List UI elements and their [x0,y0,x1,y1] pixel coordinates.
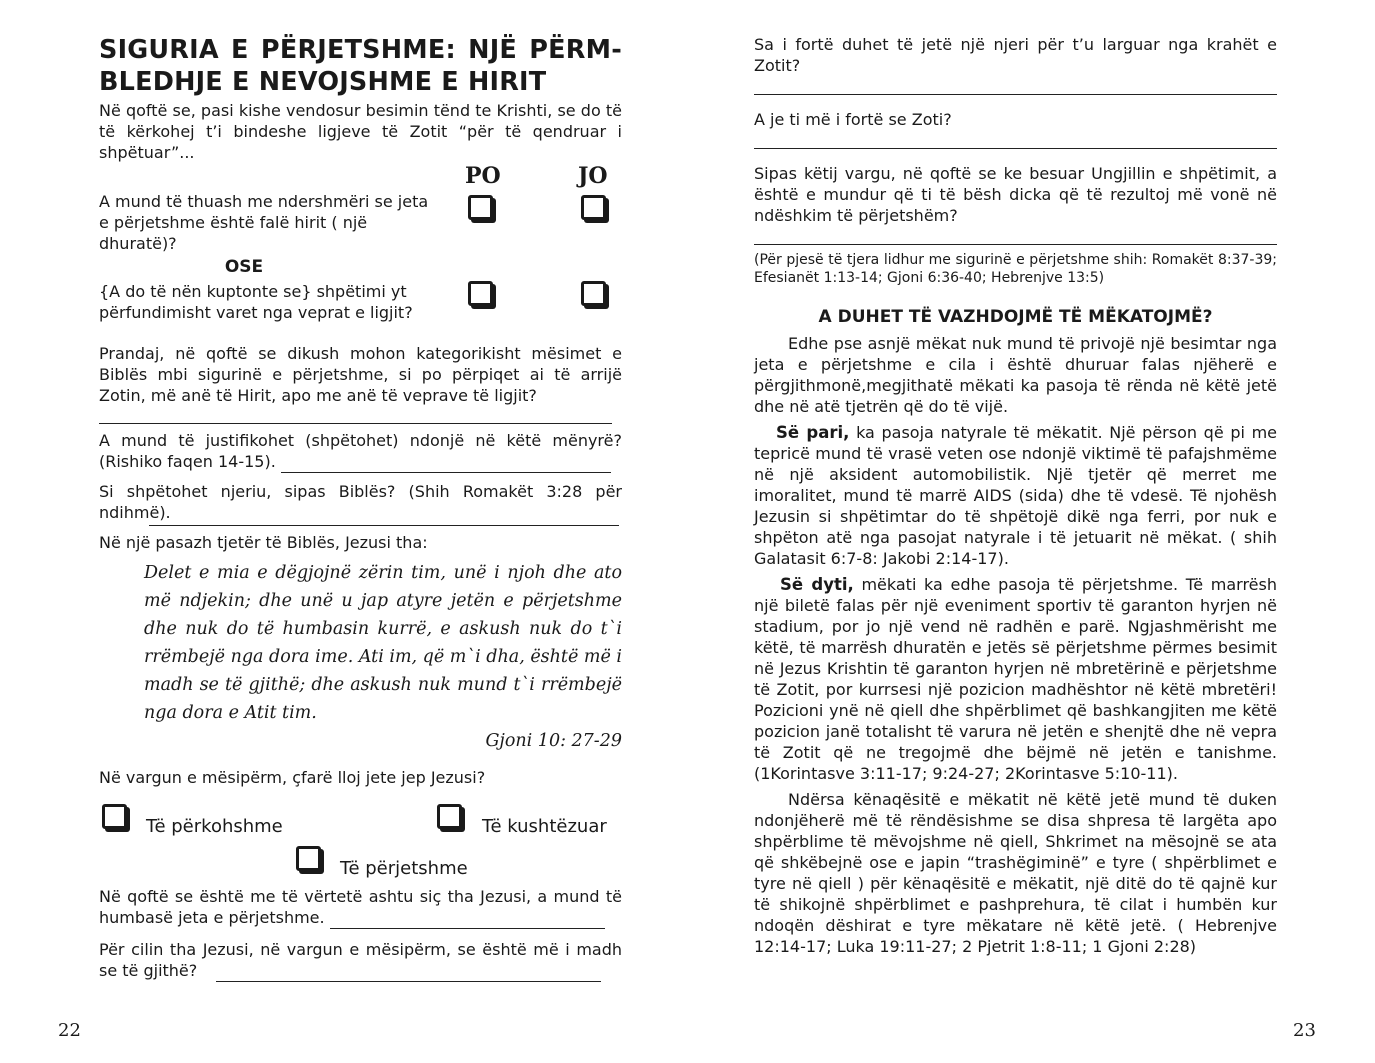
scripture-reference: Gjoni 10: 27-29 [485,731,622,751]
no-header: JO [578,163,608,189]
answer-line-7[interactable] [754,148,1277,149]
answer-line-1[interactable] [99,423,612,424]
question-saved: Si shpëtohet njeriu, sipas Biblës? (Shih Romakët 3:28 për ndihmë). [99,482,622,522]
question-lose-life-text: Në qoftë se është me të vërtetë ashtu siç tha Jezusi, a mund të humbasë jeta e përjetshme. [99,887,622,927]
answer-line-5[interactable] [216,981,601,982]
question-lose-life [99,886,622,929]
question-justified [99,430,622,473]
left-column [99,34,622,982]
checkbox-temporary[interactable] [102,804,127,829]
question-grace: A mund të thuash me ndershmëri se jeta e përjetshme është falë hirit ( një dhuratë)? [99,192,429,253]
question-works: {A do të nën kuptonte se} shpëtimi yt përfundimisht varet nga veprat e ligjit? [99,282,413,322]
passage-intro: Në një pasazh tjetër të Biblës, Jezusi tha: [99,533,428,552]
page-number-left: 22 [58,1020,81,1041]
scripture-quote: Delet e mia e dëgjojnë zërin tim, unë i njoh dhe ato më ndjekin; dhe unë u jap atyre jetën e përjetshme dhe nuk do të humbasin kurrë, e askush nuk do t`i rrëmbejë nga dora ime. Ati im, që m`i dha, është më i madh se të gjithë; dhe askush nuk mund t`i rrëmbejë nga dora e Atit tim. [144,563,622,723]
question-stronger: A je ti më i fortë se Zoti? [754,110,952,129]
paragraph-rewards: Ndërsa kënaqësitë e mëkatit në këtë jetë mund të duken ndonjëherë më të rëndësishme se disa shpresa të largëta apo shpërblime të mëvojshme në qiell, Shkrimet na mësojnë se ata që shkëbejnë ose e japin “trashëgiminë” e tyre ( shpërblimet e tyre në qiell ) për kënaqësitë e mëkatit, një ditë do të qajnë kur të shikojnë shpërblimet e pashprehura, të cilat i humbën kur ndoqën dëshirat e tyre mëkatare në këtë jetë. ( Hebrenjve 12:14-17; Luka 19:11-27; 2 Pjetrit 1:8-11; 1 Gjoni 2:28) [754,790,1277,956]
right-column [754,34,1277,957]
checkbox-grace-yes[interactable] [468,195,493,220]
answer-line-4[interactable] [330,928,605,929]
denial-paragraph: Prandaj, në qoftë se dikush mohon kategorikisht mësimet e Biblës mbi sigurinë e përjetshme, si po përpiqet ai të arrijë Zotin, më anë të Hirit, apo me anë të veprave të ligjit? [99,344,622,405]
second-text: mëkati ka edhe pasoja të përjetshme. Të marrësh një biletë falas për një eveniment sportiv të garanton hyrjen në stadium, por jo një vend në radhën e parë. Ngjashmërisht me këtë, të marrësh dhuratën e jetës së përjetshme përmes besimit në Jezus Krishtin të garanton hyrjen në mbretërinë e përjetshme të Zotit, por kurrsesi një pozicion madhështor në këtë mbretëri! Pozicioni ynë në qiell dhe shpërblimet që bashkangjiten me këtë pozicion janë totalisht të varura në jetën e shenjtë dhe në vepra të Zotit që ne tregojmë dhe bëjmë në jetën e tanishme. (1Korintasve 3:11-17; 9:24-27; 2Korintasve 5:10-11). [754,575,1277,783]
checkbox-eternal[interactable] [296,846,321,871]
paragraph-first [754,422,1277,569]
right-page [688,0,1375,1063]
checkbox-works-yes[interactable] [468,281,493,306]
intro-text: Në qoftë se, pasi kishe vendosur besimin tënd te Krishti, se do të të kërkohej t’i bindeshe ligjeve të Zotit “për të qendruar i shpëtuar”... [99,101,622,162]
answer-line-8[interactable] [754,244,1277,245]
answer-line-3[interactable] [149,525,619,526]
option-temporary: Të përkohshme [146,816,283,837]
question-works-row [99,281,622,339]
question-greater [99,939,622,982]
first-lead: Së pari, [776,423,850,442]
or-label: OSE [224,257,264,277]
question-strength: Sa i fortë duhet të jetë një njeri për t’u larguar nga krahët e Zotit? [754,35,1277,75]
option-conditional: Të kushtëzuar [482,816,607,837]
page-title: SIGURIA E PËRJETSHME: NJË PËRM-BLEDHJE E NEVOJSHME E HIRIT [99,35,622,97]
checkbox-conditional[interactable] [437,804,462,829]
paragraph-intro: Edhe pse asnjë mëkat nuk mund të privojë një besimtar nga jeta e përjetshme e cila i është dhuruar falas njëherë e përgjithmonë,megjithatë mëkati ka pasoja të rënda në këtë jetë dhe në atë tjetrën që do të vijë. [754,334,1277,416]
answer-line-6[interactable] [754,94,1277,95]
question-life-type: Në vargun e mësipërm, çfarë lloj jete jep Jezusi? [99,768,486,787]
yes-header: PO [465,163,501,189]
life-options [99,796,622,886]
checkbox-works-no[interactable] [581,281,606,306]
checkbox-grace-no[interactable] [581,195,606,220]
question-greater-text: Për cilin tha Jezusi, në vargun e mësipërm, se është më i madh se të gjithë? [99,940,622,980]
second-lead: Së dyti, [780,575,854,594]
page-number-right: 23 [1293,1020,1316,1041]
answer-line-2[interactable] [281,472,611,473]
scripture-references: (Për pjesë të tjera lidhur me sigurinë e përjetshme shih: Romakët 8:37-39; Efesianët 1:13-14; Gjoni 6:36-40; Hebrenjve 13:5) [754,252,1277,286]
first-text: ka pasoja natyrale të mëkatit. Një përson që pi me tepricë mund të vrasë veten ose ndonjë viktimë të pafajshmëme në një aksident automobilistik. Një tjetër që merret me imoralitet, mund të marrë AIDS (sida) dhe të vdesë. Të njohësh Jezusin si shpëtimtar do të shpëtojë dikë nga ferri, por nuk e shpëton atë nga pasojat natyrale i të jetuarit në mëkat. ( shih Galatasit 6:7-8: Jakobi 2:14-17). [754,423,1278,568]
option-eternal: Të përjetshme [340,858,468,879]
question-justified-text: A mund të justifikohet (shpëtohet) ndonjë në këtë mënyrë? (Rishiko faqen 14-15). [99,431,622,471]
paragraph-second [754,574,1277,784]
section-title: A DUHET TË VAZHDOJMË TË MËKATOJMË? [818,307,1213,327]
question-punishment: Sipas këtij vargu, në qoftë se ke besuar Ungjillin e shpëtimit, a është e mundur që ti të bësh dicka që të rezultoj më vonë në ndëshkim të përjetshëm? [754,164,1277,225]
question-grace-row [99,165,622,261]
